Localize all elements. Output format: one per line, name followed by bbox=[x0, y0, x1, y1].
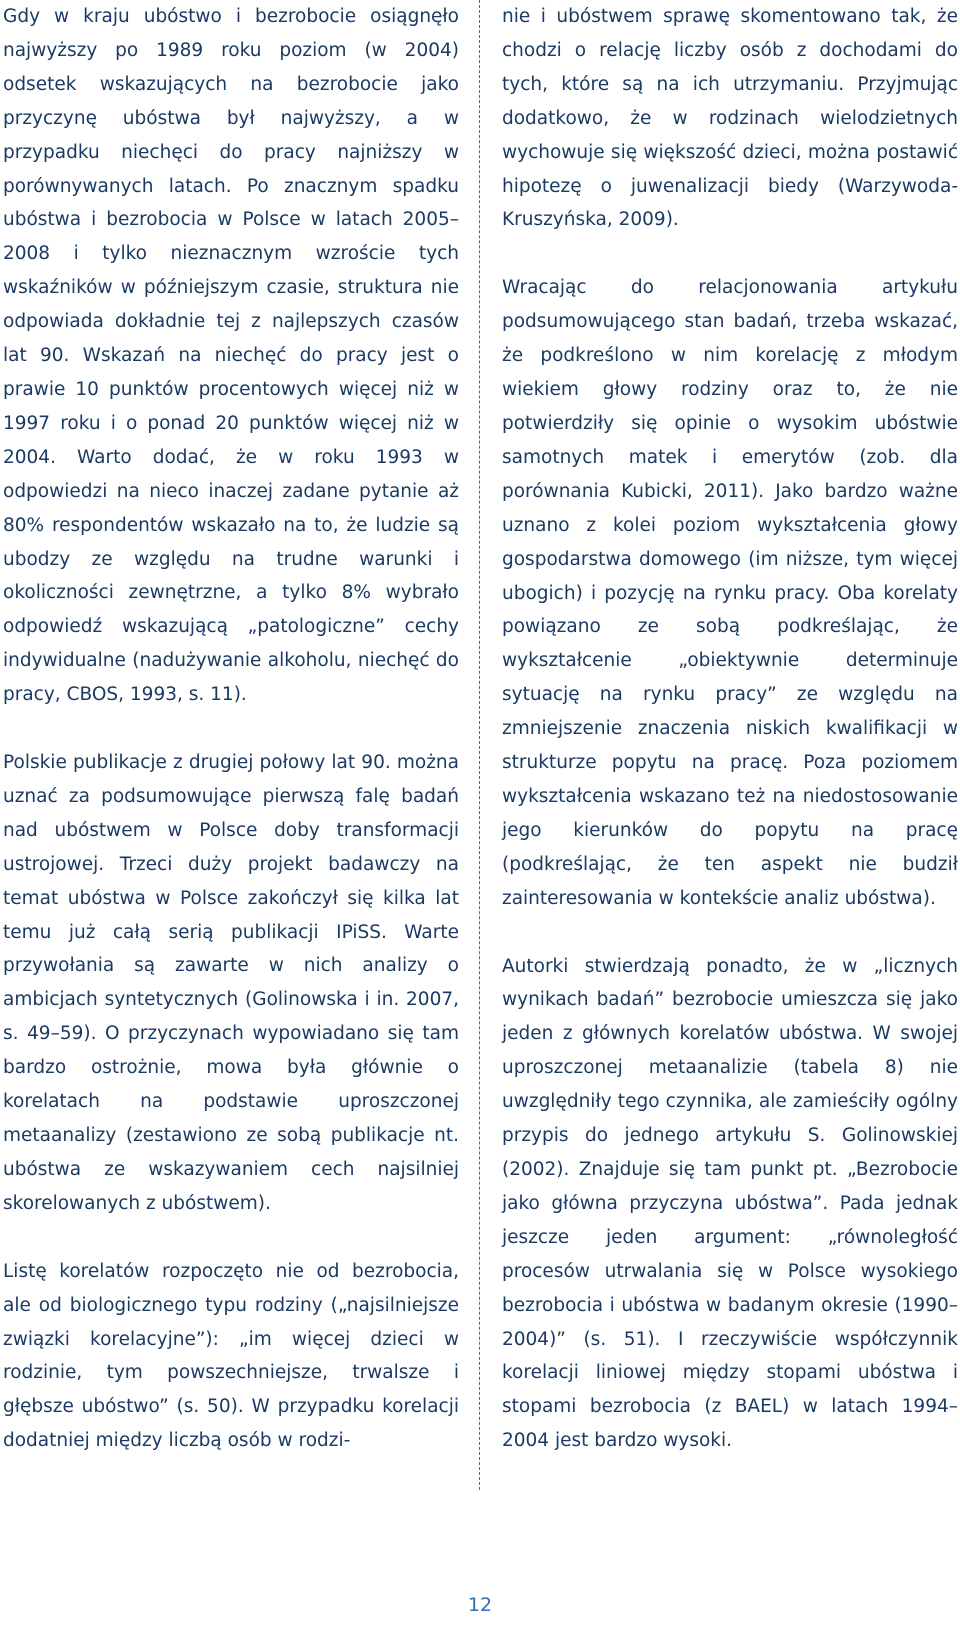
paragraph: Listę korelatów rozpoczęto nie od bezrobocia, ale od biologicznego typu rodziny („najsilniejsze związki korelacyjne”): „im więcej dzieci w rodzinie, tym powszechniejsze, trwalsze i głębsze ubóstwo” (s. 50). W przypadku korelacji dodatniej między liczbą osób w rodzi- bbox=[3, 1260, 459, 1452]
left-column bbox=[3, 0, 459, 1458]
paragraph: Polskie publikacje z drugiej połowy lat 90. można uznać za podsumowujące pierwszą falę badań nad ubóstwem w Polsce doby transformacji ustrojowej. Trzeci duży projekt badawczy na temat ubóstwa w Polsce zakończył się kilka lat temu już całą serią publikacji IPiSS. Warte przywołania są zawarte w nich analizy o ambicjach syntetycznych (Golinowska i in. 2007, s. 49–59). O przyczynach wypowiadano się tam bardzo ostrożnie, mowa była głównie o korelatach na podstawie uproszczonej metaanalizy (zestawiono ze sobą publikacje nt. ubóstwa ze wskazywaniem cech najsilniej skorelowanych z ubóstwem). bbox=[3, 752, 459, 1214]
paragraph: nie i ubóstwem sprawę skomentowano tak, że chodzi o relację liczby osób z dochodami do tych, które są na ich utrzymaniu. Przyjmując dodatkowo, że w rodzinach wielodzietnych wychowuje się większość dzieci, można postawić hipotezę o juwenalizacji biedy (Warzywoda-Kruszyńska, 2009). bbox=[502, 6, 958, 231]
paragraph: Wracając do relacjonowania artykułu podsumowującego stan badań, trzeba wskazać, że podkreślono w nim korelację z młodym wiekiem głowy rodziny oraz to, że nie potwierdziły się opinie o wysokim ubóstwie samotnych matek i emerytów (zob. dla porównania Kubicki, 2011). Jako bardzo ważne uznano z kolei poziom wykształcenia głowy gospodarstwa domowego (im niższe, tym więcej ubogich) i pozycję na rynku pracy. Oba korelaty powiązano ze sobą podkreślając, że wykształcenie „obiektywnie determinuje sytuację na rynku pracy” ze względu na zmniejszenie znaczenia niskich kwalifikacji w strukturze popytu na pracę. Poza poziomem wykształcenia wskazano też na niedostosowanie jego kierunków do popytu na pracę (podkreślając, że ten aspekt nie budził zainteresowania w kontekście analiz ubóstwa). bbox=[502, 277, 958, 909]
page-number: 12 bbox=[467, 1594, 493, 1616]
column-divider bbox=[479, 0, 480, 1490]
paragraph: Gdy w kraju ubóstwo i bezrobocie osiągnęło najwyższy po 1989 roku poziom (w 2004) odsetek wskazujących na bezrobocie jako przyczynę ubóstwa był najwyższy, a w przypadku niechęci do pracy najniższy w porównywanych latach. Po znacznym spadku ubóstwa i bezrobocia w Polsce w latach 2005–2008 i tylko nieznacznym wzroście tych wskaźników w późniejszym czasie, struktura nie odpowiada dokładnie tej z najlepszych czasów lat 90. Wskazań na niechęć do pracy jest o prawie 10 punktów procentowych więcej niż w 1997 roku i o ponad 20 punktów więcej niż w 2004. Warto dodać, że w roku 1993 w odpowiedzi na nieco inaczej zadane pytanie aż 80% respondentów wskazało na to, że ludzie są ubodzy ze względu na trudne warunki i okoliczności zewnętrzne, a tylko 8% wybrało odpowiedź wskazującą „patologiczne” cechy indywidualne (nadużywanie alkoholu, niechęć do pracy, CBOS, 1993, s. 11). bbox=[3, 6, 459, 706]
right-column bbox=[502, 0, 958, 1458]
paragraph: Autorki stwierdzają ponadto, że w „licznych wynikach badań” bezrobocie umieszcza się jako jeden z głównych korelatów ubóstwa. W swojej uproszczonej metaanalizie (tabela 8) nie uwzględniły tego czynnika, ale zamieściły ogólny przypis do jednego artykułu S. Golinowskiej (2002). Znajduje się tam punkt pt. „Bezrobocie jako główna przyczyna ubóstwa”. Pada jednak jeszcze jeden argument: „równoległość procesów utrwalania się w Polsce wysokiego bezrobocia i ubóstwa w badanym okresie (1990–2004)” (s. 51). I rzeczywiście współczynnik korelacji liniowej między stopami ubóstwa i stopami bezrobocia (z BAEL) w latach 1994–2004 jest bardzo wysoki. bbox=[502, 955, 958, 1452]
